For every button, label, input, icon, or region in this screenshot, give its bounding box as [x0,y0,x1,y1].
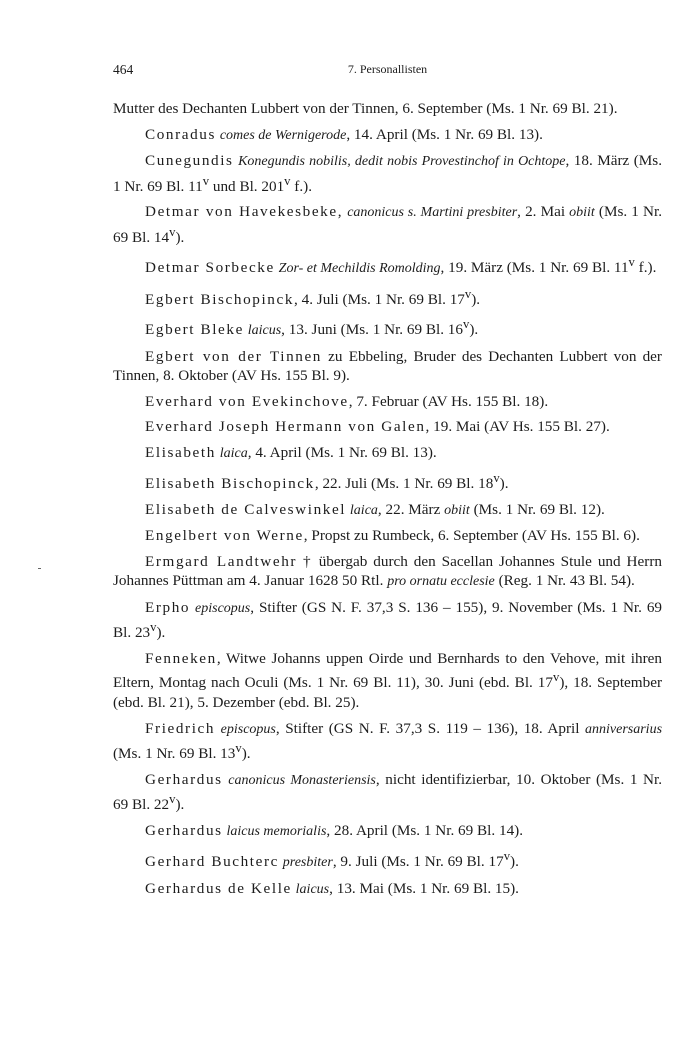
entry-name: Erpho [145,598,191,616]
entry-name: Elisabeth [145,443,216,461]
entry-latin-text: laicus memorialis [226,823,327,839]
entry-name: Everhard von Evekinchove [145,392,349,410]
entry-latin-text: Konegundis nobilis, dedit nobis Provestinchof in Ochtope [238,154,566,169]
entry-name: Elisabeth Bischopinck [145,475,315,493]
entry-text: , 28. April (Ms. 1 Nr. 69 Bl. 14). [326,821,524,839]
entry-text: , 19. Mai (AV Hs. 155 Bl. 27). [425,418,610,436]
entry-text: , nicht identifizierbar, 10. Oktober (Ms. 1 Nr. 69 Bl. 22 [113,770,663,814]
entry-name: Elisabeth de Calveswinkel [145,500,347,518]
entry-name: Fenneken [145,649,217,667]
entry [113,125,662,146]
entry-name: Egbert Bleke [145,321,244,339]
entry-list [113,99,662,899]
entry [113,598,662,643]
entry-name: Gerhardus [145,821,223,839]
entry-text: zu Ebbeling, Bruder des Dechanten Lubbert von der Tinnen, 8. Oktober (AV Hs. 155 Bl. 9). [113,347,662,385]
entry-text: ). [510,853,519,871]
entry [113,443,662,464]
entry-text: Mutter des Dechanten Lubbert von der Tinnen, 6. September (Ms. 1 Nr. 69 Bl. 21). [113,100,618,117]
entry-name: Gerhardus de Kelle [145,879,292,897]
entry-text: ). [469,321,479,339]
entry [113,417,662,437]
entry-text: , 19. März (Ms. 1 Nr. 69 Bl. 11 [440,259,629,277]
entry-text: ). [175,796,185,814]
entry-text: , 9. Juli (Ms. 1 Nr. 69 Bl. 17 [332,853,504,871]
entry-text: , 22. Juli (Ms. 1 Nr. 69 Bl. 18 [314,475,494,493]
entry-latin-text: laica [219,445,248,461]
verso-mark: v [169,224,176,239]
entry-name: Egbert Bischopinck [145,290,295,308]
entry-latin-text: obiit [569,205,595,221]
entry-text: f.). [290,177,313,195]
entry-name: Everhard Joseph Hermann von Galen [145,418,426,436]
verso-mark: v [552,670,560,685]
entry [113,770,662,815]
verso-mark: v [493,471,500,486]
entry [113,202,662,247]
entry-text: , 14. April (Ms. 1 Nr. 69 Bl. 13). [346,125,543,143]
entry-text: , Stifter (GS N. F. 37,3 S. 136 – 155), 9. November (Ms. 1 Nr. 69 Bl. 23 [113,598,663,642]
entry-text: , 7. Februar (AV Hs. 155 Bl. 18). [348,392,549,410]
verso-mark: v [202,173,210,188]
entry [113,649,662,713]
entry-latin-text: pro ornatu ecclesie [387,574,495,590]
entry-latin-text: canonicus s. Martini presbiter [347,205,518,221]
verso-mark: v [463,317,470,332]
entry-text: ). [499,475,509,493]
entry-latin-text: laica [349,502,378,518]
entry-text: , 4. Juli (Ms. 1 Nr. 69 Bl. 17 [294,290,465,308]
entry [113,347,662,386]
entry [113,879,662,900]
entry-latin-text: episcopus [195,600,251,616]
entry-text: ). [156,624,166,642]
entry-latin-text: anniversarius [585,721,663,737]
entry [113,552,662,592]
running-head: 7. Personallisten [347,62,428,76]
entry-text: , 22. März [377,500,445,518]
entry-text: ), 18. September (ebd. Bl. 21), 5. Dezember (ebd. Bl. 25). [113,674,663,711]
entry-name: Friedrich [145,719,216,737]
entry-text: (Ms. 1 Nr. 69 Bl. 14 [113,203,662,246]
entry-text: , 13. Mai (Ms. 1 Nr. 69 Bl. 15). [329,879,519,897]
book-page [113,62,662,905]
verso-mark: v [169,792,176,807]
entry-latin-text: laicus [247,323,282,339]
entry-text: ). [241,745,251,763]
verso-mark: v [628,255,635,270]
entry-latin-text: comes de Wernigerode [219,127,347,143]
entry [113,719,662,764]
page-number: 464 [113,62,134,77]
entry-name: Detmar von Havekesbeke, [145,203,344,221]
entry-text: (Ms. 1 Nr. 69 Bl. 12). [469,500,605,518]
entry-name: Cunegundis [145,152,234,169]
verso-mark: v [235,741,242,755]
verso-mark: v [464,286,472,301]
entry-text: , 4. April (Ms. 1 Nr. 69 Bl. 13). [247,443,437,461]
entry-latin-text: laicus [295,881,330,897]
entry [113,285,662,310]
entry-name: Gerhard Buchterc [145,853,279,871]
verso-mark: v [284,173,291,188]
entry-text: , Witwe Johanns uppen Oirde und Bernhards to den Vehove, mit ihren Eltern, Montag nach Oculi (Ms. 1 Nr. 69 Bl. 11), 30. Juni (ebd. Bl. 17 [113,649,662,692]
entry-text: , Stifter (GS N. F. 37,3 S. 119 – 136), 18. April [275,719,586,737]
entry-latin-text: presbiter [282,855,333,871]
entry-name: Ermgard Landtwehr [145,552,298,570]
entry [113,253,662,279]
stray-margin-mark [38,568,41,569]
verso-mark: v [503,849,511,864]
entry-latin-text: Zor- et Mechildis Romolding [278,261,441,277]
entry [113,469,662,494]
entry-latin-text: canonicus Monasteriensis [228,772,376,788]
entry [113,392,662,412]
entry-name: Detmar Sorbecke [145,259,275,277]
verso-mark: v [150,620,157,635]
entry [113,821,662,842]
entry-latin-text: episcopus [220,721,276,737]
entry [113,151,662,196]
page-header [113,62,662,82]
entry-text: ). [471,290,481,308]
entry [113,526,662,546]
entry-text: , 13. Juni (Ms. 1 Nr. 69 Bl. 16 [281,321,463,339]
entry-text: , Propst zu Rumbeck, 6. September (AV Hs. 155 Bl. 6). [303,527,640,545]
entry-text: † übergab durch den Sacellan Johannes Stule und Herrn Johannes Püttman am 4. Januar 1628 50 Rtl. [113,552,662,590]
entry-name: Conradus [145,125,217,143]
entry-text: (Ms. 1 Nr. 69 Bl. 13 [113,745,236,763]
entry-text: und Bl. 201 [209,177,285,195]
entry-name: Gerhardus [145,770,223,788]
entry-continuation [113,99,662,119]
entry-name: Engelbert von Werne [145,527,304,545]
entry-text: f.). [634,259,657,277]
entry [113,500,662,521]
entry-text: , 18. März (Ms. 1 Nr. 69 Bl. 11 [113,152,663,195]
entry [113,847,662,873]
entry-latin-text: obiit [444,502,470,518]
entry-text: ). [175,228,185,246]
entry [113,315,662,341]
entry-text: , 2. Mai [517,203,570,221]
entry-text: (Reg. 1 Nr. 43 Bl. 54). [494,572,635,590]
entry-name: Egbert von der Tinnen [145,347,322,365]
